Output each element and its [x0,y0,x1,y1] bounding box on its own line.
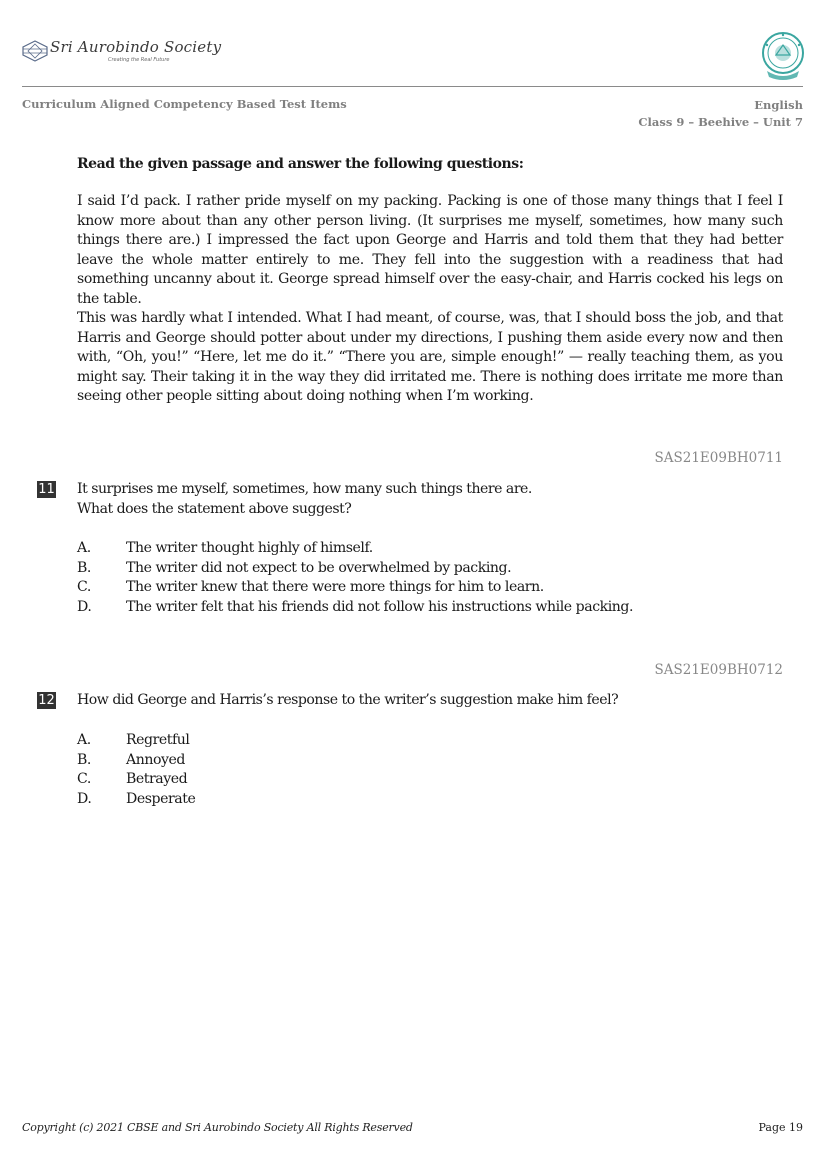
question-code: SAS21E09BH0711 [654,450,783,466]
logo-org-name: Sri Aurobindo Society [50,38,222,56]
question-line: It surprises me myself, sometimes, how many such things there are. [77,481,532,497]
passage-paragraph: This was hardly what I intended. What I had meant, of course, was, that I should boss the job, and that Harris and George should potter about under my directions, I pushing them aside every now and then with, “Oh, you!” “Here, let me do it.” “There you are, simple enough!” — really teaching them, as you might say. Their taking it in the way they did irritated me. There is nothing does irritate me more than seeing other people sitting about doing nothing when I’m working. [77,310,783,404]
question-number-badge: 12 [38,693,55,708]
question-line: How did George and Harris’s response to the writer’s suggestion make him feel? [77,692,619,708]
option-letter: C. [77,579,91,596]
header-left-title: Curriculum Aligned Competency Based Test Items [22,97,347,111]
option-text: Annoyed [126,751,185,768]
option-letter: B. [77,751,91,768]
option-text: The writer knew that there were more things for him to learn. [126,579,544,596]
sri-aurobindo-society-logo [22,38,222,68]
copyright-notice: Copyright (c) 2021 CBSE and Sri Aurobindo Society All Rights Reserved [22,1121,413,1134]
option-letter: D. [77,598,92,615]
question-text [77,480,532,519]
instruction-heading: Read the given passage and answer the following questions: [77,156,524,172]
reading-passage [77,192,783,407]
question-code: SAS21E09BH0712 [654,662,783,678]
option-text: The writer did not expect to be overwhelmed by packing. [126,559,512,576]
option-text: The writer felt that his friends did not follow his instructions while packing. [126,598,634,615]
logo-tagline: Creating the Real Future [108,57,170,63]
question-number-badge: 11 [38,482,55,497]
option-text: Regretful [126,732,190,748]
option-letter: A. [77,732,91,748]
option-text: Betrayed [126,771,188,788]
option-letter: B. [77,559,91,576]
passage-paragraph: I said I’d pack. I rather pride myself on my packing. Packing is one of those many things that I feel I know more about than any other person living. (It surprises me myself, sometimes, how many such things there are.) I impressed the fact upon George and Harris and told them that they had better leave the whole matter entirely to me. They fell into the suggestion with a readiness that had something uncanny about it. George spread himself over the easy-chair, and Harris cocked his legs on the table. [77,193,783,307]
option-text: The writer thought highly of himself. [126,540,373,556]
page-number: Page 19 [758,1121,803,1134]
header-divider [22,86,803,87]
question-line: What does the statement above suggest? [77,500,352,517]
header-right-block [638,97,803,131]
option-letter: D. [77,790,92,807]
cbse-seal-icon [759,31,807,83]
option-letter: C. [77,771,91,788]
option-text: Desperate [126,790,196,807]
question-text [77,691,618,711]
subject-label: English [754,98,803,112]
unit-label: Class 9 – Beehive – Unit 7 [638,115,803,129]
society-emblem-icon [22,40,48,62]
option-letter: A. [77,540,91,556]
